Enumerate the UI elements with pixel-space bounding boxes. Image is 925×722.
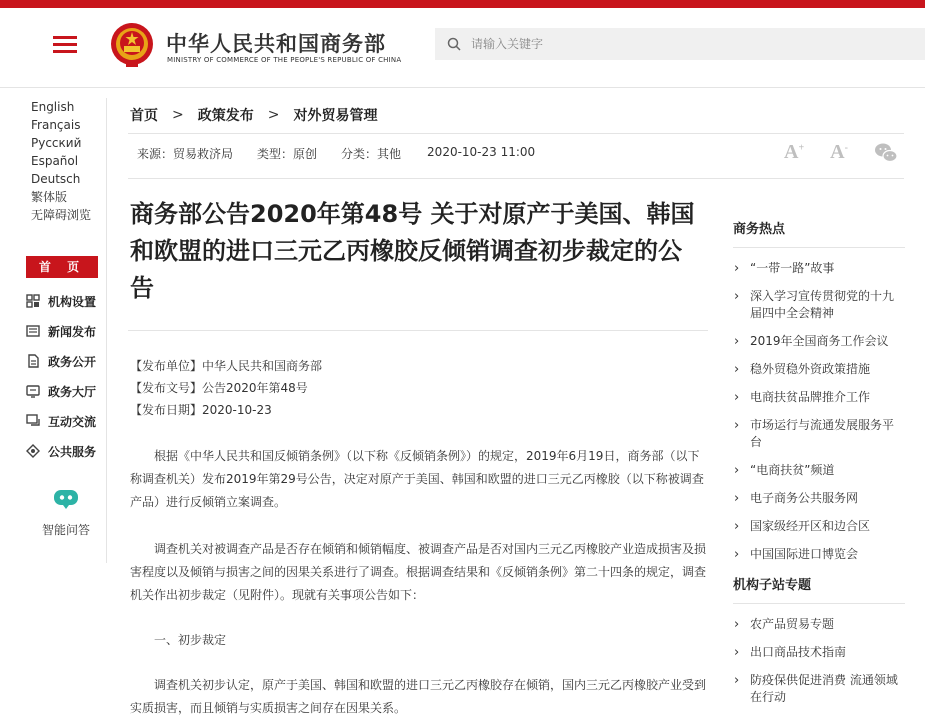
top-accent-bar [0,0,925,8]
list-item[interactable]: › 中国国际进口博览会 [733,546,905,563]
lang-french[interactable]: Français [31,118,81,132]
divider [128,330,708,331]
smart-qa-label: 智能问答 [41,523,90,537]
publish-unit: 【发布单位】中华人民共和国商务部 [130,359,323,373]
lang-spanish[interactable]: Español [31,154,79,168]
nav-item-label: 政务大厅 [48,384,97,399]
nav-item-label: 公共服务 [48,444,97,459]
list-item[interactable]: › 2019年全国商务工作会议 [733,333,905,350]
hot-topics-list [733,248,905,563]
home-button[interactable]: 首 页 [26,256,98,278]
nav-item-public[interactable] [26,346,106,376]
meta-date: 2020-10-23 11:00 [427,145,536,159]
meta-category: 分类：其他 [341,147,402,161]
nav-item-org[interactable] [26,286,106,316]
list-item[interactable]: › 出口商品技术指南 [733,644,905,661]
article-body [130,355,710,720]
publish-date: 【发布日期】2020-10-23 [130,403,272,417]
site-subtitle: MINISTRY OF COMMERCE OF THE PEOPLE'S REPUBLIC OF CHINA [167,56,402,64]
list-item[interactable]: › 稳外贸稳外资政策措施 [733,361,905,378]
breadcrumb-home[interactable]: 首页 [130,108,158,124]
right-sidebar [733,218,905,717]
document-number: 【发布文号】公告2020年第48号 [130,381,308,395]
menu-icon[interactable] [53,36,77,54]
article-meta [137,145,559,162]
list-item[interactable]: › “电商扶贫”频道 [733,462,905,479]
list-item[interactable]: › 深入学习宣传贯彻党的十九届四中全会精神 [733,288,905,322]
nav-divider [106,98,107,563]
lang-accessible[interactable]: 无障碍浏览 [31,208,92,222]
lang-traditional[interactable]: 繁体版 [31,190,68,204]
breadcrumb [130,105,377,125]
org-chart-icon [26,294,40,308]
paragraph: 调查机关初步认定，原产于美国、韩国和欧盟的进口三元乙丙橡胶存在倾销，国内三元乙丙橡胶产业受到实质损害，而且倾销与实质损害之间存在因果关系。 [130,678,707,715]
hall-icon [26,384,40,398]
list-item[interactable]: › 国家级经开区和边合区 [733,518,905,535]
breadcrumb-trade[interactable]: 对外贸易管理 [293,108,378,124]
wechat-share-icon[interactable] [874,142,898,164]
nav-item-news[interactable] [26,316,106,346]
list-item[interactable]: › 农产品贸易专题 [733,616,905,633]
search-box [435,28,925,60]
font-small-button[interactable]: A- [830,141,848,163]
paragraph: 调查机关对被调查产品是否存在倾销和倾销幅度、被调查产品是否对国内三元乙丙橡胶产业造成损害及损害程度以及倾销与损害之间的因果关系进行了调查。根据调查结果和《反倾销条例》第二十四条的规定，调查机关作出初步裁定（见附件）。现就有关事项公告如下： [130,542,707,602]
nav-item-interact[interactable] [26,406,106,436]
left-nav [26,98,106,466]
site-header [0,8,925,88]
robot-icon [51,485,81,511]
divider [128,133,904,134]
list-item[interactable]: › 电子商务公共服务网 [733,490,905,507]
list-item[interactable]: › 电商扶贫品牌推介工作 [733,389,905,406]
nav-item-hall[interactable] [26,376,106,406]
hot-topics-heading: 商务热点 [733,218,905,248]
nav-item-label: 互动交流 [48,414,97,429]
search-input[interactable] [471,28,911,60]
service-icon [26,444,40,458]
list-item[interactable]: › 防疫保供促进消费 流通领域在行动 [733,672,905,706]
chevron-right-icon: > [267,107,280,123]
meta-source: 来源：贸易救济局 [137,147,234,161]
divider [128,178,904,179]
lang-english[interactable]: English [31,100,75,114]
nav-item-label: 机构设置 [48,294,97,309]
meta-type: 类型：原创 [257,147,318,161]
font-tools [784,141,898,164]
nav-item-label: 政务公开 [48,354,97,369]
nav-item-label: 新闻发布 [48,324,97,339]
font-large-button[interactable]: A+ [784,141,805,163]
lang-german[interactable]: Deutsch [31,172,81,186]
document-icon [26,354,40,368]
list-item[interactable]: › “一带一路”故事 [733,260,905,277]
site-title[interactable]: 中华人民共和国商务部 [166,32,386,56]
news-icon [26,324,40,338]
subsite-topics-heading: 机构子站专题 [733,574,905,604]
subsite-topics-list [733,604,905,706]
smart-qa[interactable] [26,485,106,538]
section-heading: 一、初步裁定 [154,633,227,647]
chat-icon [26,414,40,428]
list-item[interactable]: › 市场运行与流通发展服务平台 [733,417,905,451]
lang-russian[interactable]: Русский [31,136,82,150]
breadcrumb-policy[interactable]: 政策发布 [197,108,254,124]
paragraph: 根据《中华人民共和国反倾销条例》（以下称《反倾销条例》）的规定，2019年6月19日，商务部（以下称调查机关）发布2019年第29号公告，决定对原产于美国、韩国和欧盟的进口三元乙丙橡胶（以下称被调查产品）进行反倾销立案调查。 [130,449,704,509]
nav-item-service[interactable] [26,436,106,466]
article-title: 商务部公告2020年第48号 关于对原产于美国、韩国和欧盟的进口三元乙丙橡胶反倾销调查初步裁定的公告 [130,200,695,302]
national-emblem-icon [110,22,154,68]
search-icon[interactable] [447,37,461,51]
chevron-right-icon: > [172,107,184,123]
